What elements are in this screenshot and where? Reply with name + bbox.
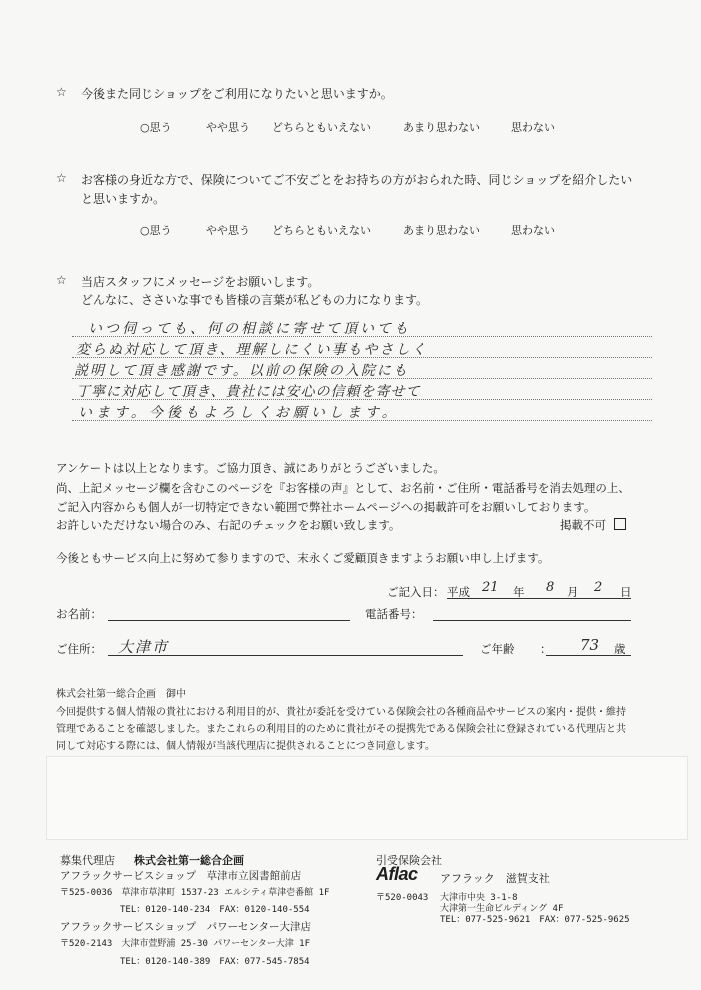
- insurer-label: 引受保険会社: [376, 854, 442, 867]
- day-label: 日: [620, 585, 632, 599]
- phone-field[interactable]: [433, 620, 631, 621]
- closing-line1: アンケートは以上となります。ご協力頂き、誠にありがとうございました。: [56, 461, 445, 475]
- shop2-tel: TEL：0120-140-389 FAX：077-545-7854: [120, 957, 310, 967]
- age-colon: ：: [540, 642, 552, 656]
- question-1-text: 今後また同じショップをご利用になりたいと思いますか。: [81, 87, 393, 101]
- question-3-text-line2: どんなに、ささいな事でも皆様の言葉が私どもの力になります。: [81, 293, 429, 307]
- option-somewhat-agree[interactable]: やや思う: [206, 224, 250, 237]
- question-2-text-line1: お客様の身近な方で、保険についてご不安ごとをお持ちの方がおられた時、同じショップを紹介したい: [81, 173, 633, 187]
- age-value[interactable]: 73: [580, 636, 600, 654]
- month-value[interactable]: 8: [546, 580, 555, 595]
- option-agree[interactable]: ○思う: [140, 224, 172, 237]
- phone-label: 電話番号：: [365, 607, 423, 621]
- option-somewhat-disagree[interactable]: あまり思わない: [403, 121, 480, 134]
- option-neutral[interactable]: どちらともいえない: [272, 121, 371, 134]
- message-line: います。今後もよろしくお願いします。: [78, 405, 400, 421]
- shop1-address: 〒525-0036 草津市草津町 1537-23 エルシティ草津壱番館 1F: [60, 888, 330, 898]
- closing-line5: 今後ともサービス向上に努めて参りますので、末永くご愛顧頂きますようお願い申し上げます。: [56, 551, 550, 565]
- message-line: 丁寧に対応して頂き、貴社には安心の信頼を寄せて: [76, 384, 421, 400]
- aflac-logo: Aflac: [376, 864, 418, 884]
- address-value[interactable]: 大津市: [118, 638, 170, 656]
- name-field[interactable]: [108, 620, 350, 621]
- option-disagree[interactable]: 思わない: [511, 224, 555, 237]
- shop1-tel: TEL：0120-140-234 FAX：0120-140-554: [120, 905, 310, 915]
- insurer-addr1: 大津市中央 3-1-8: [440, 893, 518, 903]
- signature-box[interactable]: [46, 756, 688, 840]
- option-disagree[interactable]: 思わない: [511, 121, 555, 134]
- closing-line3: ご記入内容からも個人が一切特定できない範囲で弊社ホームページへの掲載許可をお願いしております。: [56, 500, 596, 514]
- no-publish-label: 掲載不可: [560, 518, 606, 532]
- consent-line3: 同して対応する際には、個人情報が当該代理店に提供されることにつき同意します。: [56, 741, 435, 752]
- age-unit: 歳: [614, 642, 626, 656]
- message-line: 変らぬ対応して頂き、理解しにくい事もやさしく: [76, 342, 428, 358]
- agency-company: 株式会社第一総合企画: [134, 854, 244, 867]
- year-value[interactable]: 21: [482, 580, 499, 595]
- agency-label: 募集代理店: [60, 854, 115, 867]
- name-label: お名前：: [56, 607, 102, 621]
- question-2-text-line2: と思いますか。: [81, 192, 166, 206]
- star-icon: ☆: [56, 85, 67, 99]
- no-publish-checkbox[interactable]: [614, 518, 626, 530]
- closing-line2: 尚、上記メッセージ欄を含むこのページを『お客様の声』として、お名前・ご住所・電話番号を消去処理の上、: [56, 481, 630, 495]
- option-somewhat-disagree[interactable]: あまり思わない: [403, 224, 480, 237]
- age-label: ご年齢: [480, 642, 515, 656]
- address-label: ご住所：: [56, 642, 102, 656]
- date-label: ご記入日：: [387, 585, 445, 599]
- insurer-name: アフラック 滋賀支社: [440, 872, 550, 885]
- shop1-name: アフラックサービスショップ 草津市立図書館前店: [60, 870, 302, 882]
- star-icon: ☆: [56, 171, 67, 185]
- insurer-tel: TEL：077-525-9621 FAX：077-525-9625: [440, 915, 630, 925]
- message-line: いつ伺っても、何の相談に寄せて頂いても: [88, 321, 411, 337]
- day-value[interactable]: 2: [594, 580, 603, 595]
- closing-line4: お許しいただけない場合のみ、右記のチェックをお願い致します。: [56, 518, 401, 532]
- insurer-addr2: 大津第一生命ビルディング 4F: [440, 904, 564, 914]
- option-agree[interactable]: ○思う: [140, 121, 172, 134]
- shop2-address: 〒520-2143 大津市萱野浦 25-30 パワーセンター大津 1F: [60, 939, 310, 949]
- consent-line2: 管理であることを確認しました。またこれらの利用目的のために貴社がその提携先である保険会社に登録されている代理店と共: [56, 724, 626, 735]
- shop2-name: アフラックサービスショップ パワーセンター大津店: [60, 921, 311, 933]
- consent-line1: 今回提供する個人情報の貴社における利用目的が、貴社が委託を受けている保険会社の各種商品やサービスの案内・提供・維持: [56, 707, 626, 718]
- era-label: 平成: [447, 585, 470, 599]
- month-label: 月: [567, 585, 579, 599]
- option-somewhat-agree[interactable]: やや思う: [206, 121, 250, 134]
- year-label: 年: [513, 585, 525, 599]
- insurer-zip: 〒520-0043: [376, 893, 429, 903]
- option-neutral[interactable]: どちらともいえない: [272, 224, 371, 237]
- consent-to: 株式会社第一総合企画 御中: [56, 689, 186, 700]
- star-icon: ☆: [56, 273, 67, 287]
- message-line: 説明して頂き感謝です。以前の保険の入院にも: [74, 363, 409, 379]
- question-3-text-line1: 当店スタッフにメッセージをお願いします。: [81, 275, 320, 289]
- no-publish-checkbox-label[interactable]: [560, 517, 626, 533]
